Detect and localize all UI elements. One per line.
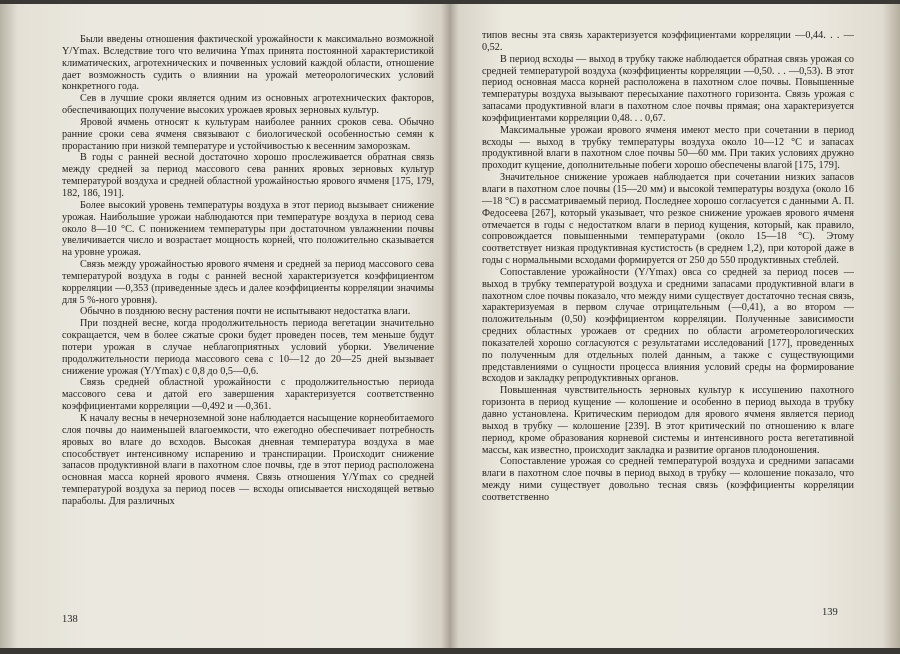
paragraph: типов весны эта связь характеризуется коэффициентами корреляции —0,44. . . —0,52. [482, 30, 854, 53]
paragraph: Были введены отношения фактической урожайности к максимально возможной Y/Ymax. Вследствие того что величина Ymax принята постоянной характеристикой климатических, агротехнических и почвенных условий каждой области, отношение дает возможность судить о влиянии на урожай метеорологических условий конкретного года. [62, 34, 434, 93]
scan-top-edge [0, 0, 900, 4]
paragraph: Сопоставление урожая со средней температурой воздуха и средними запасами влаги в пахотном слое почвы в период выход в трубку — колошение показало, что между ними существует довольно тесная связь (коэффициенты корреляции соответственно [482, 456, 854, 503]
left-page-body [62, 34, 434, 508]
paragraph: Максимальные урожаи ярового ячменя имеют место при сочетании в период всходы — выход в трубку температуры воздуха около 10—12 °С и запасах продуктивной влаги в пахотном слое почвы 50—60 мм. При таких условиях дружно проходит кущение, дополнительные побеги хорошо обеспечены влагой [175, 179]. [482, 124, 854, 172]
scan-bottom-edge [0, 648, 900, 654]
paragraph: Повышенная чувствительность зерновых культур к иссушению пахотного горизонта в период кущение — колошение и особенно в период выхода в трубку давно установлена. Критическим периодом для ярового ячменя является период выход в трубку — колошение [239]. В этот критический по отношению к влаге период, кроме образования корневой системы и интенсивного роста вегетативной массы, как известно, происходит закладка и развитие органов плодоношения. [482, 385, 854, 456]
right-page-body [482, 30, 854, 504]
paragraph: Связь средней областной урожайности с продолжительностью периода массового сева и датой его завершения характеризуется соответственно коэффициентами корреляции —0,492 и —0,361. [62, 377, 434, 413]
paragraph: Значительное снижение урожаев наблюдается при сочетании низких запасов влаги в пахотном слое почвы (15—20 мм) и высокой температуры воздуха (около 16—18 °С) в рассматриваемый период. Последнее хорошо согласуется с данными А. П. Федосеева [267], который указывает, что резкое снижение урожаев ярового ячменя отмечается в годы с недостатком влаги в период кущения, который, как правило, сопровождается повышенными температурами (около 15—18 °С). Этому соответствует низкая продуктивная кустистость (в среднем 1,2), при которой даже в годы с нормальными всходами формируется от 250 до 550 продуктивных стеблей. [482, 172, 854, 267]
paragraph: Связь между урожайностью ярового ячменя и средней за период массового сева температурой воздуха в годы с ранней весной характеризуется коэффициентом корреляции —0,353 (приведенные здесь и далее коэффициенты корреляции значимы для 5 %-ного уровня). [62, 259, 434, 306]
paragraph: Яровой ячмень относят к культурам наиболее ранних сроков сева. Обычно ранние сроки сева ячменя связывают с биологической особенностью семян к прорастанию при низкой температуре и устойчивостью к весенним заморозкам. [62, 116, 434, 152]
paragraph: Сопоставление урожайности (Y/Ymax) овса со средней за период посев — выход в трубку температурой воздуха и средними запасами продуктивной влаги в пахотном слое почвы показало, что между ними существует достаточно тесная связь, характеризуемая в первом случае отрицательным (—0,41), а во втором — положительным (0,50) коэффициентом корреляции. Полученные зависимости средних областных урожаев от средних по области агрометеорологических показателей хорошо согласуются с результатами исследований [177], проведенных по полученным для отдельных полей данным, а также с существующими представлениями о сущности процесса влияния условий среды на формирование всходов и закладку репродуктивных органов. [482, 266, 854, 385]
page-number-left: 138 [62, 614, 78, 625]
paragraph: Обычно в позднюю весну растения почти не испытывают недостатка влаги. [80, 306, 411, 318]
paragraph: В годы с ранней весной достаточно хорошо прослеживается обратная связь между средней за период массового сева ранних яровых зерновых культур температурой воздуха и средней областной урожайностью ярового ячменя [175, 179, 182, 186, 191]. [62, 152, 434, 199]
paragraph: Сев в лучшие сроки является одним из основных агротехнических факторов, обеспечивающих получение высоких урожаев яровых зерновых культур. [62, 93, 434, 117]
paragraph: В период всходы — выход в трубку также наблюдается обратная связь урожая со средней температурой воздуха (коэффициенты корреляции —0,50. . . —0,53). В этот период основная масса корней расположена в пахотном слое почвы. Повышенные температуры воздуха вызывают пересыхание пахотного горизонта. Связь урожая с запасами продуктивной влаги в пахотном слое почвы прямая; она характеризуется коэффициентами корреляции 0,48. . . 0,67. [482, 53, 854, 124]
paragraph: К началу весны в нечерноземной зоне наблюдается насыщение корнеобитаемого слоя почвы до наименьшей влагоемкости, что ежегодно обеспечивает потребность яровых во влаге до всходов. Высокая дневная температура воздуха в мае способствует интенсивному испарению и транспирации. Происходит снижение запасов продуктивной влаги в пахотном слое почвы, где в этот период расположена основная масса корней ярового ячменя. Связь отношения Y/Ymax со средней температурой воздуха за период посев — всходы описывается нисходящей ветвью параболы. Для различных [62, 413, 434, 507]
paragraph: При поздней весне, когда продолжительность периода вегетации значительно сокращается, чем в более сжатые сроки будет проведен посев, тем меньше будут потери урожая в случае неблагоприятных условий уборки. Увеличение продолжительности периода массового сева с 10—12 до 20—25 дней вызывает снижение урожая (Y/Ymax) с 0,8 до 0,5—0,6. [62, 318, 434, 377]
paragraph: Более высокий уровень температуры воздуха в этот период вызывает снижение урожая. Наибольшие урожаи наблюдаются при температуре воздуха в период сева около 8—10 °С. С понижением температуры при достаточном увлажнении почвы увеличивается число и возрастает мощность корней, что положительно сказывается на уровне урожая. [62, 199, 434, 259]
page-number-right: 139 [822, 607, 838, 618]
